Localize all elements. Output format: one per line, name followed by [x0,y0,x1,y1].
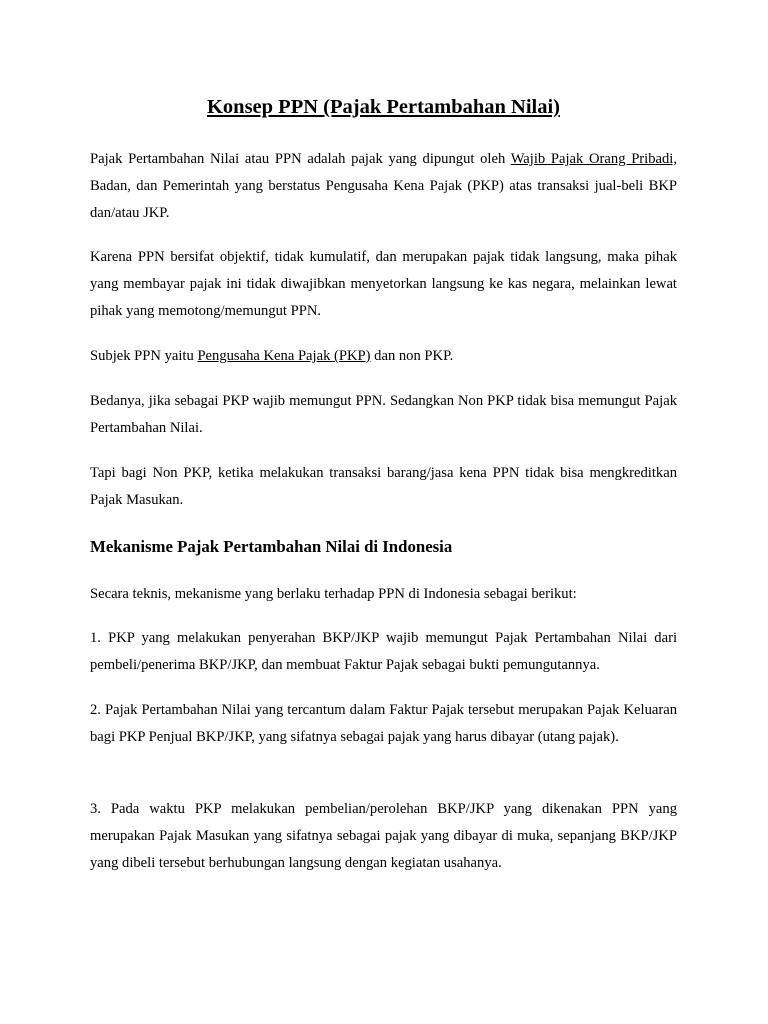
paragraph-text: Pajak Pertambahan Nilai atau PPN adalah pajak yang dipungut oleh [90,151,511,167]
link-wajib-pajak-orang-pribadi[interactable]: Wajib Pajak Orang Pribadi, [510,151,677,167]
document-title: Konsep PPN (Pajak Pertambahan Nilai) [206,96,561,118]
list-item-mekanisme-1: 1. PKP yang melakukan penyerahan BKP/JKP wajib memungut Pajak Pertambahan Nilai dari pembeli/penerima BKP/JKP, dan membuat Faktur Pajak sebagai bukti pemungutannya. [90,630,677,673]
section-heading-mekanisme: Mekanisme Pajak Pertambahan Nilai di Indonesia [90,537,453,556]
list-item-mekanisme-3: 3. Pada waktu PKP melakukan pembelian/perolehan BKP/JKP yang dikenakan PPN yang merupakan Pajak Masukan yang sifatnya sebagai pajak yang dibayar di muka, sepanjang BKP/JKP yang dibeli tersebut berhubungan langsung dengan kegiatan usahanya. [90,801,677,871]
paragraph-text: dan non PKP. [370,348,454,364]
paragraph-ppn-definition [90,146,677,227]
paragraph-text: Badan, dan Pemerintah yang berstatus Pengusaha Kena Pajak (PKP) atas transaksi jual-beli BKP dan/atau JKP. [90,178,677,221]
paragraph-ppn-objective: Karena PPN bersifat objektif, tidak kumulatif, dan merupakan pajak tidak langsung, maka pihak yang membayar pajak ini tidak diwajibkan menyetorkan langsung ke kas negara, melainkan lewat pihak yang memotong/memungut PPN. [90,249,677,319]
paragraph-perbedaan-pkp: Bedanya, jika sebagai PKP wajib memungut PPN. Sedangkan Non PKP tidak bisa memungut Pajak Pertambahan Nilai. [90,393,677,436]
list-item-mekanisme-2: 2. Pajak Pertambahan Nilai yang tercantum dalam Faktur Pajak tersebut merupakan Pajak Keluaran bagi PKP Penjual BKP/JKP, yang sifatnya sebagai pajak yang harus dibayar (utang pajak). [90,702,677,745]
paragraph-non-pkp: Tapi bagi Non PKP, ketika melakukan transaksi barang/jasa kena PPN tidak bisa mengkreditkan Pajak Masukan. [90,465,677,508]
paragraph-subjek-ppn [90,343,677,370]
paragraph-text: Subjek PPN yaitu [90,348,198,364]
link-pengusaha-kena-pajak[interactable]: Pengusaha Kena Pajak (PKP) [197,348,371,364]
paragraph-mekanisme-intro: Secara teknis, mekanisme yang berlaku terhadap PPN di Indonesia sebagai berikut: [90,586,577,602]
